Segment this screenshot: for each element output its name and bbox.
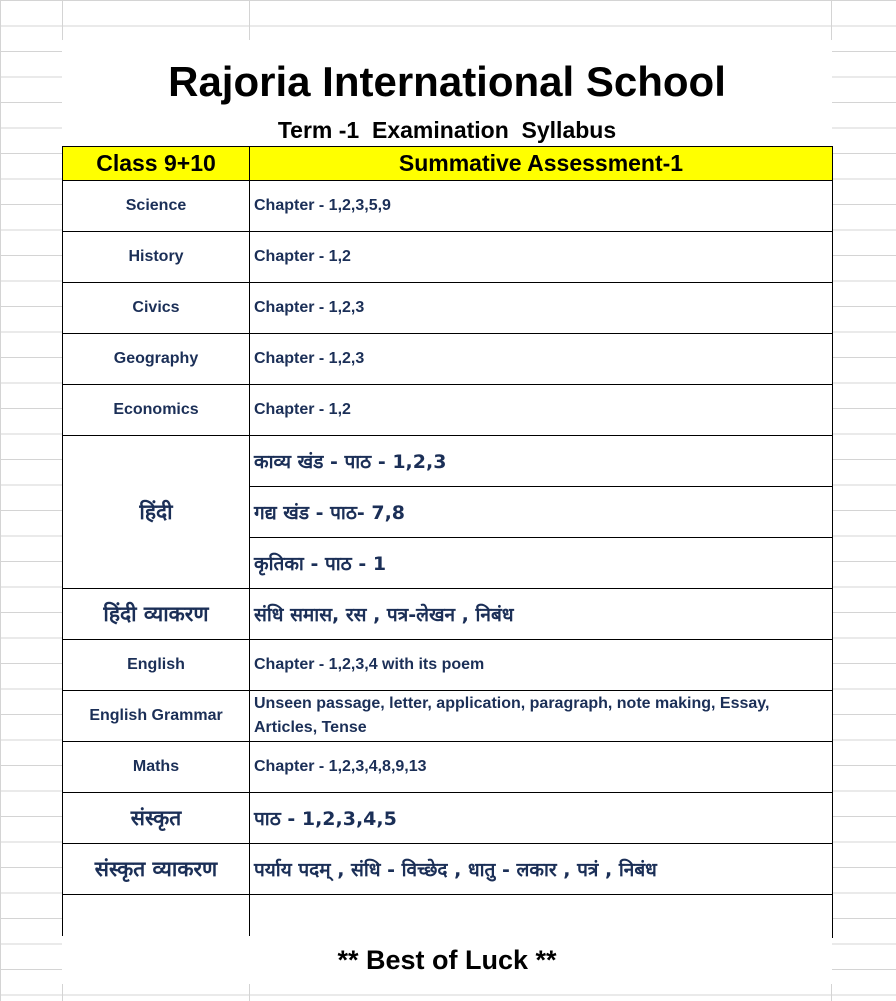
subject-cell: संस्कृत: [63, 793, 250, 844]
school-title: Rajoria International School: [62, 52, 832, 112]
table-row: [63, 283, 833, 334]
subject-cell: हिंदी व्याकरण: [63, 589, 250, 640]
syllabus-cell: कृतिका - पाठ - 1: [250, 538, 833, 589]
subject-cell: Science: [63, 181, 250, 232]
blank-row: [63, 895, 833, 938]
table-header: [63, 147, 833, 181]
table-row: [63, 334, 833, 385]
syllabus-cell: Chapter - 1,2: [250, 232, 833, 283]
subject-cell: History: [63, 232, 250, 283]
syllabus-cell: Chapter - 1,2,3: [250, 283, 833, 334]
subject-cell: English: [63, 640, 250, 691]
subject-cell: Geography: [63, 334, 250, 385]
table-row: [63, 232, 833, 283]
table-row: [63, 844, 833, 895]
syllabus-cell: काव्य खंड - पाठ - 1,2,3: [250, 436, 833, 487]
table-row: [63, 436, 833, 487]
subject-cell: संस्कृत व्याकरण: [63, 844, 250, 895]
subject-cell: Civics: [63, 283, 250, 334]
syllabus-cell: Chapter - 1,2,3,4 with its poem: [250, 640, 833, 691]
blank-cell: [250, 895, 833, 938]
subject-cell: Maths: [63, 742, 250, 793]
table-row: [63, 385, 833, 436]
exam-subtitle: Term -1 Examination Syllabus: [62, 114, 832, 146]
table-row: [63, 793, 833, 844]
table-row: [63, 691, 833, 742]
syllabus-cell: संधि समास, रस , पत्र-लेखन , निबंध: [250, 589, 833, 640]
assessment-header: Summative Assessment-1: [250, 147, 833, 181]
syllabus-cell: गद्य खंड - पाठ- 7,8: [250, 487, 833, 538]
syllabus-cell: Unseen passage, letter, application, paragraph, note making, Essay, Articles, Tense: [250, 691, 833, 742]
table-row: [63, 640, 833, 691]
syllabus-cell: Chapter - 1,2,3,5,9: [250, 181, 833, 232]
table-row: [63, 181, 833, 232]
subject-cell: Economics: [63, 385, 250, 436]
syllabus-table: [62, 146, 833, 938]
subject-cell: English Grammar: [63, 691, 250, 742]
blank-cell: [63, 895, 250, 938]
syllabus-cell: Chapter - 1,2,3,4,8,9,13: [250, 742, 833, 793]
syllabus-cell: पाठ - 1,2,3,4,5: [250, 793, 833, 844]
subject-cell: हिंदी: [63, 436, 250, 589]
syllabus-cell: Chapter - 1,2: [250, 385, 833, 436]
table-row: [63, 589, 833, 640]
syllabus-cell: पर्याय पदम् , संधि - विच्छेद , धातु - लकार , पत्रं , निबंध: [250, 844, 833, 895]
best-of-luck-footer: ** Best of Luck **: [62, 936, 832, 984]
syllabus-cell: Chapter - 1,2,3: [250, 334, 833, 385]
class-header: Class 9+10: [63, 147, 250, 181]
table-row: [63, 742, 833, 793]
